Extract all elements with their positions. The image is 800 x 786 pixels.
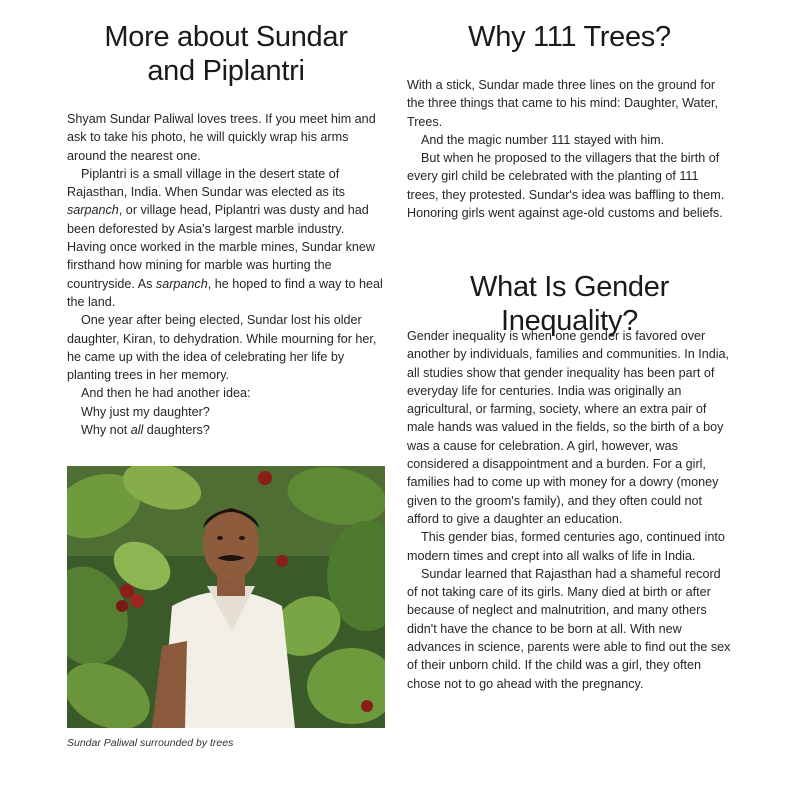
paragraph: With a stick, Sundar made three lines on the ground for the three things that came to his mind: Daughter, Water, Trees. [407,78,719,129]
paragraph: Gender inequality is when one gender is favored over another by individuals, families and communities. In India, all studies show that gender inequality has been part of everyday life for centuries. India was originally an agricultural, or farming, society, where an extra pair of male hands was valued in the fields, so the birth of a boy was a cause for celebration. A girl, however, was considered a disappointment and a burden. For a girl, families had to come up with money for a dowry (money given to the groom's family), and they often could not afford to give a daughter an education. [407,329,730,526]
heading-line: Why 111 Trees? [468,21,671,53]
left-body-text [67,110,385,439]
photo-illustration [67,466,385,728]
why-111-trees-text [407,76,732,222]
paragraph: Sundar learned that Rajasthan had a shameful record of not taking care of its girls. Many died at birth or after because of neglect and malnutrition, and many others didn't have the chance to be born at all. With new advances in science, parents were able to find out the sex of their unborn child. If the child was a girl, they often chose not to go ahead with the pregnancy. [407,566,731,691]
photo-caption: Sundar Paliwal surrounded by trees [67,737,234,749]
text-run: , or village head, Piplantri was dusty and had been deforested by Asia's largest marble industry. Having once worked in the marble mines, Sundar knew firsthand how mining for marble was hurting the countryside. As [67,203,376,291]
paragraph [67,421,385,439]
emphasis-all: all [130,423,144,438]
heading-line: and Piplantri [147,55,305,87]
text-run: daughters? [143,423,210,438]
section-heading-why-111-trees [407,20,732,54]
paragraph: But when he proposed to the villagers that the birth of every girl child be celebrated with the planting of 111 trees, they protested. Sundar's idea was baffling to them. Honoring girls went against age-old customs and beliefs. [407,151,725,221]
photo-sundar-paliwal [67,466,385,728]
text-run: , he hoped to find a way to heal the land. [67,276,383,309]
text-run: Piplantri is a small village in the desert state of Rajasthan, India. When Sundar was elected as its [67,166,345,200]
text-run: Why not [81,423,131,438]
heading-line: More about Sundar [104,21,348,53]
heading-line: What Is Gender Inequality? [470,271,669,337]
paragraph: This gender bias, formed centuries ago, continued into modern times and crept into all walks of life in India. [407,530,725,563]
paragraph: Shyam Sundar Paliwal loves trees. If you meet him and ask to take his photo, he will quickly wrap his arms around the nearest one. [67,112,376,163]
paragraph: And then he had another idea: [81,386,251,401]
paragraph: One year after being elected, Sundar lost his older daughter, Kiran, to dehydration. While mourning for her, he came up with the idea of celebrating her life by planting trees in her memory. [67,313,377,383]
paragraph: Why just my daughter? [81,404,210,419]
paragraph: And the magic number 111 stayed with him. [421,132,665,147]
gender-inequality-text [407,327,732,693]
emphasis-sarpanch: sarpanch [155,276,208,291]
emphasis-sarpanch: sarpanch [67,203,119,218]
section-heading-more-about-sundar [67,20,385,88]
paragraph [67,165,385,311]
